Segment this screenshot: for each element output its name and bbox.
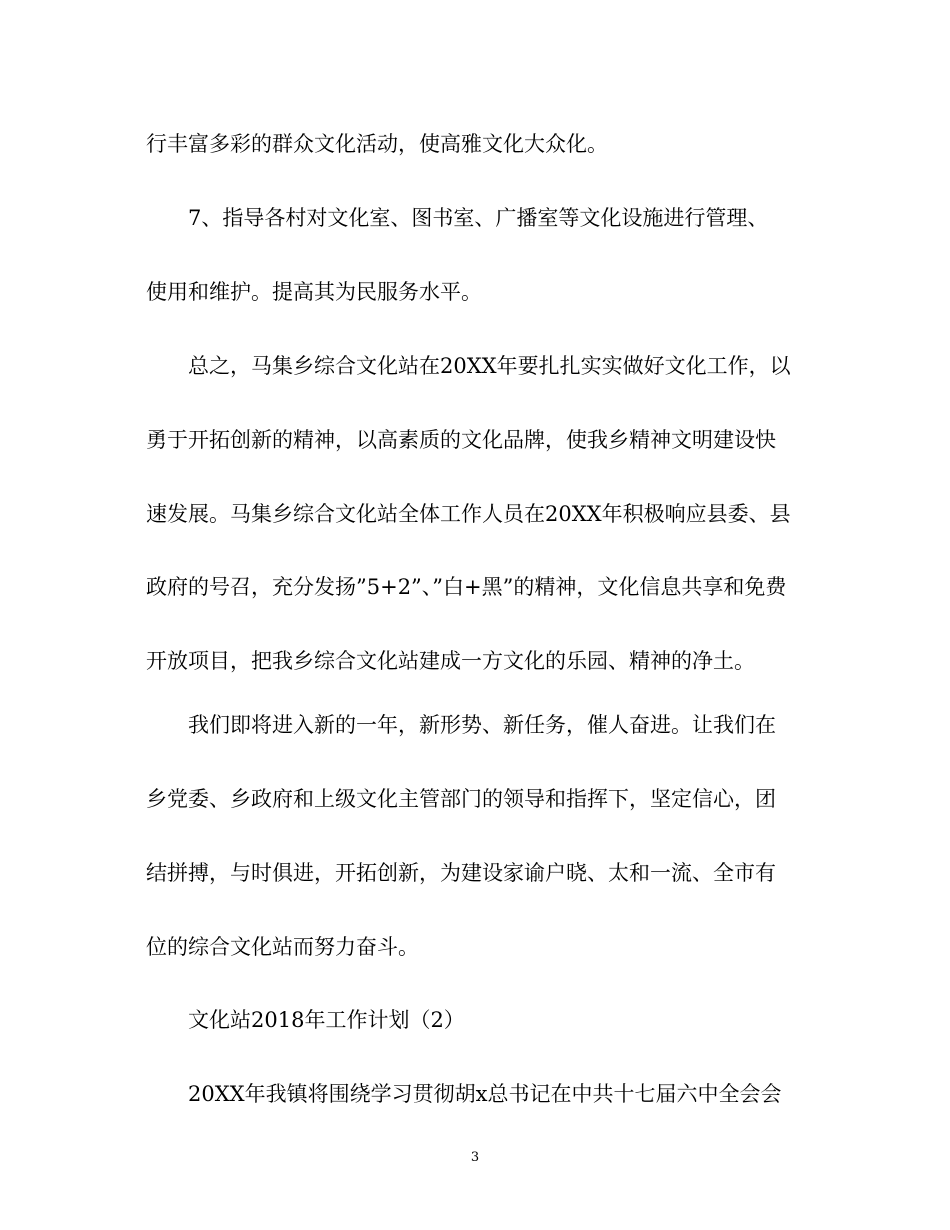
- body-text-line: 乡党委、乡政府和上级文化主管部门的领导和指挥下，坚定信心，团: [146, 787, 776, 811]
- paragraph-summary-line: 总之，马集乡综合文化站在20XX年要扎扎实实做好文化工作，以: [188, 354, 791, 378]
- body-text-line: 行丰富多彩的群众文化活动，使高雅文化大众化。: [146, 132, 608, 156]
- body-text-line: 速发展。马集乡综合文化站全体工作人员在20XX年积极响应县委、县: [146, 502, 791, 526]
- paragraph-intro-line: 20XX年我镇将围绕学习贯彻胡x总书记在中共十七届六中全会会: [188, 1082, 782, 1106]
- paragraph-closing-line: 我们即将进入新的一年，新形势、新任务，催人奋进。让我们在: [188, 713, 776, 737]
- body-text-line: 结拼搏，与时俱进，开拓创新，为建设家谕户晓、太和一流、全市有: [146, 861, 776, 885]
- section-heading: 文化站2018年工作计划（2）: [188, 1008, 465, 1032]
- page-number: 3: [470, 1150, 480, 1165]
- body-text-line: 勇于开拓创新的精神，以高素质的文化品牌，使我乡精神文明建设快: [146, 428, 776, 452]
- body-text-line: 政府的号召，充分发扬”5+2”、”白+黑”的精神，文化信息共享和免费: [146, 575, 787, 599]
- body-text-line: 使用和维护。提高其为民服务水平。: [146, 280, 482, 304]
- body-text-line: 开放项目，把我乡综合文化站建成一方文化的乐园、精神的净土。: [146, 649, 755, 673]
- list-item-7-line: 7、指导各村对文化室、图书室、广播室等文化设施进行管理、: [188, 206, 769, 230]
- body-text-line: 位的综合文化站而努力奋斗。: [146, 935, 419, 959]
